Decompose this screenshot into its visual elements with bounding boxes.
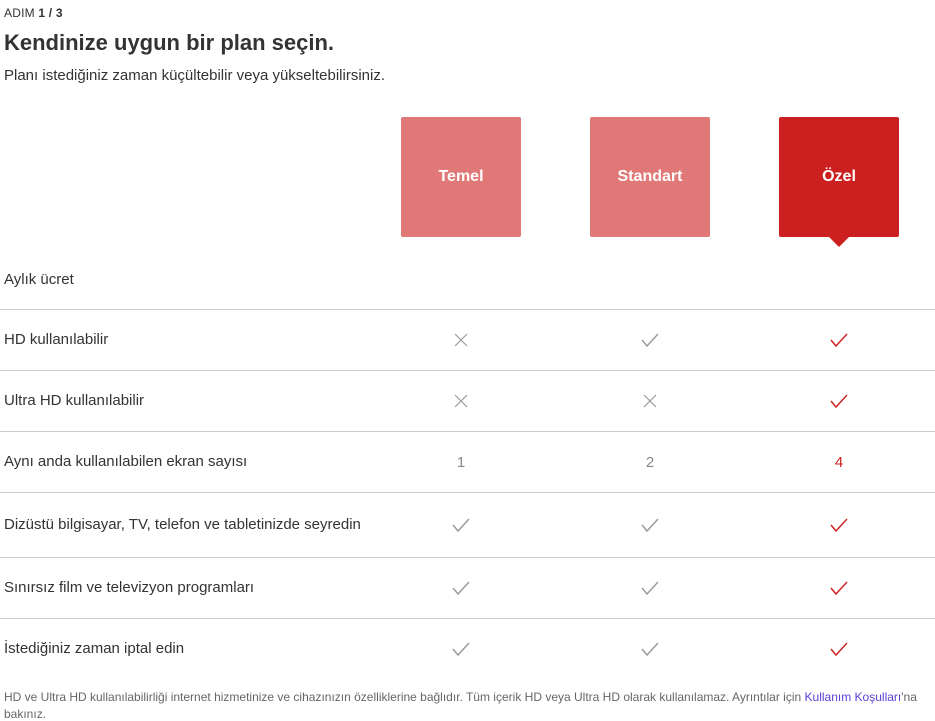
table-row <box>0 493 935 557</box>
plan-name: Özel <box>822 168 856 185</box>
row-divider <box>0 370 935 371</box>
check-icon <box>401 580 521 596</box>
row-divider <box>0 431 935 432</box>
feature-label: Aylık ücret <box>4 271 74 288</box>
plan-name: Standart <box>617 168 683 185</box>
feature-value: 4 <box>834 453 844 471</box>
table-row <box>0 619 935 679</box>
table-row <box>0 371 935 431</box>
feature-label: Sınırsız film ve televizyon programları <box>4 579 255 596</box>
step-current: 1 <box>38 6 46 20</box>
step-total: 3 <box>55 6 63 20</box>
row-divider <box>0 309 935 310</box>
feature-value: 2 <box>645 453 655 471</box>
check-icon <box>590 641 710 657</box>
check-icon <box>779 517 899 533</box>
check-icon <box>590 580 710 596</box>
page-subtitle: Planı istediğiniz zaman küçültebilir veya yükseltebilirsiniz. <box>4 67 385 84</box>
page-title: Kendinize uygun bir plan seçin. <box>4 30 335 55</box>
plan-option-ozel[interactable] <box>779 117 899 237</box>
terms-of-use-link[interactable]: Kullanım Koşulları <box>804 690 902 704</box>
row-divider <box>0 557 935 558</box>
row-divider <box>0 492 935 493</box>
footer-disclaimer: HD ve Ultra HD kullanılabilirliği internet hizmetinize ve cihazınızın özelliklerine bağlıdır. Tüm içerik HD veya Ultra HD olarak kullanılamaz. Ayrıntılar için Kullanım Koşulları'na bakınız. <box>4 690 917 721</box>
feature-label: HD kullanılabilir <box>4 331 109 348</box>
feature-label: Dizüstü bilgisayar, TV, telefon ve tabletinizde seyredin <box>4 516 361 533</box>
feature-value: 1 <box>456 453 466 471</box>
cross-icon <box>590 393 710 409</box>
plan-option-standart[interactable] <box>590 117 710 237</box>
plan-name: Temel <box>438 168 484 185</box>
table-row <box>0 260 935 300</box>
check-icon <box>590 332 710 348</box>
check-icon <box>779 393 899 409</box>
check-icon <box>401 641 521 657</box>
cross-icon <box>401 393 521 409</box>
check-icon <box>401 517 521 533</box>
check-icon <box>779 580 899 596</box>
feature-label: Aynı anda kullanılabilen ekran sayısı <box>4 453 248 470</box>
table-row <box>0 310 935 370</box>
check-icon <box>779 332 899 348</box>
step-indicator: ADIM 1 / 3 <box>4 6 63 20</box>
check-icon <box>590 517 710 533</box>
feature-label: İstediğiniz zaman iptal edin <box>4 640 185 657</box>
check-icon <box>779 641 899 657</box>
table-row <box>0 558 935 618</box>
row-divider <box>0 618 935 619</box>
cross-icon <box>401 332 521 348</box>
feature-label: Ultra HD kullanılabilir <box>4 392 145 409</box>
plan-option-temel[interactable] <box>401 117 521 237</box>
table-row <box>0 432 935 492</box>
